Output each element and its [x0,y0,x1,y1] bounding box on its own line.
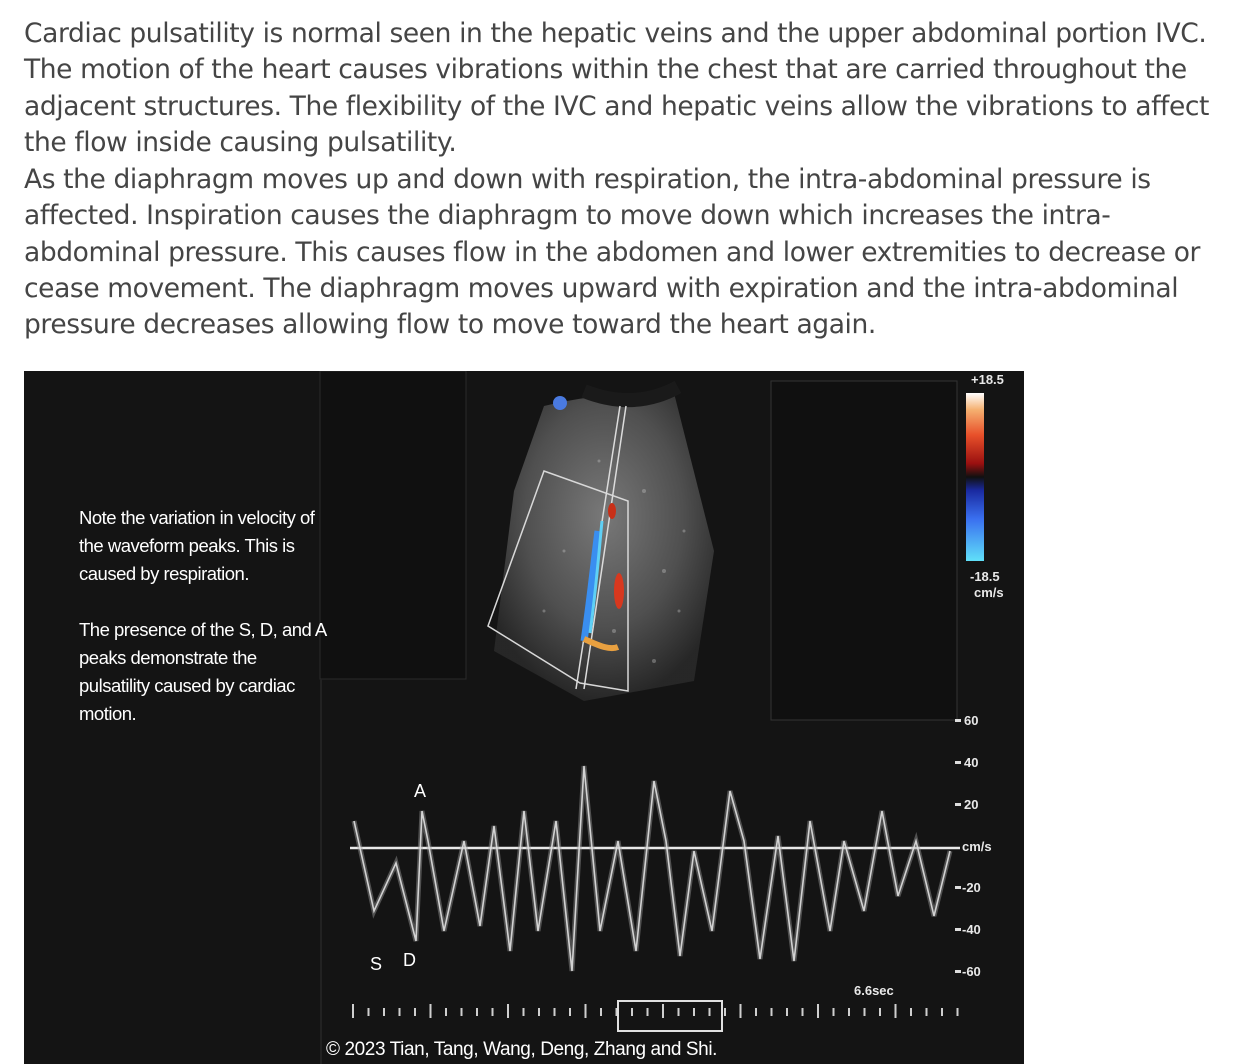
figure-credit: © 2023 Tian, Tang, Wang, Deng, Zhang and Shi. [326,1039,718,1060]
velocity-tick-60: 60 [964,713,979,728]
note-respiration: Note the variation in velocity of the waveform peaks. This is caused by respiration. [79,507,315,584]
velocity-tick-40: 40 [964,755,979,770]
time-tick [631,1008,633,1016]
time-tick [709,1008,711,1016]
time-tick [941,1008,943,1016]
time-tick [879,1008,881,1016]
time-tick [957,1008,959,1016]
velocity-tick-neg60: -60 [962,964,981,979]
doppler-ultrasound-figure [24,371,1024,1064]
time-tick [926,1008,928,1016]
panel-left [320,371,466,679]
time-tick [492,1008,494,1016]
paragraph-cardiac-pulsatility: Cardiac pulsatility is normal seen in the hepatic veins and the upper abdominal portion IVC. The motion of the heart causes vibrations within the chest that are carried throughout the adjacent structures. The flexibility of the IVC and hepatic veins allow the vibrations to affect the flow inside causing pulsatility. [24,18,1210,158]
time-tick [817,1004,819,1018]
time-ticks [352,1001,959,1031]
panel-divider [320,679,322,1064]
peak-label-s: S [370,954,383,974]
time-tick [910,1008,912,1016]
time-tick [585,1004,587,1018]
time-tick [647,1008,649,1016]
paragraph-respiratory-variation: As the diaphragm moves up and down with respiration, the intra-abdominal pressure is affected. Inspiration causes the diaphragm to move down which increases the intra-abdominal pressure. This causes flow in the abdomen and lower extremities to decrease or cease movement. The diaphragm moves upward with expiration and the intra-abdominal pressure decreases allowing flow to move toward the heart again. [24,164,1201,341]
time-tick [430,1004,432,1018]
time-tick [399,1008,401,1016]
time-tick [678,1008,680,1016]
time-tick [771,1008,773,1016]
time-tick [476,1008,478,1016]
time-tick [740,1004,742,1018]
time-tick [864,1008,866,1016]
time-tick [802,1008,804,1016]
probe-orientation-icon [553,396,567,410]
time-tick [383,1008,385,1016]
time-tick [445,1008,447,1016]
time-label: 6.6sec [854,983,894,998]
peak-label-a: A [414,781,427,801]
note-sda-peaks: The presence of the S, D, and A peaks demonstrate the pulsatility caused by cardiac motion. [79,619,326,724]
velocity-tick-neg20: -20 [962,880,981,895]
time-tick [569,1008,571,1016]
color-scale-max: +18.5 [971,372,1004,387]
time-tick [461,1008,463,1016]
time-tick [786,1008,788,1016]
time-tick [662,1004,664,1018]
time-tick [848,1008,850,1016]
time-tick [693,1008,695,1016]
time-tick [554,1008,556,1016]
time-tick [755,1008,757,1016]
panel-right [771,381,957,720]
time-tick [507,1004,509,1018]
time-tick [538,1008,540,1016]
velocity-tick-neg40: -40 [962,922,981,937]
time-tick [724,1008,726,1016]
time-tick [833,1008,835,1016]
ecg-marker-box [618,1001,722,1031]
liver-sector [494,393,714,701]
time-tick [414,1008,416,1016]
color-scale-min: -18.5 [970,569,1000,584]
time-tick [368,1008,370,1016]
time-tick [523,1008,525,1016]
peak-label-d: D [403,950,416,970]
color-scale-unit: cm/s [974,585,1004,600]
waveform-trace [354,766,950,971]
time-tick [895,1004,897,1018]
time-tick [600,1008,602,1016]
color-scale-bar [966,393,984,561]
velocity-tick-20: 20 [964,797,979,812]
time-tick [352,1004,354,1018]
velocity-unit: cm/s [962,839,992,854]
spectral-waveform [354,766,950,971]
